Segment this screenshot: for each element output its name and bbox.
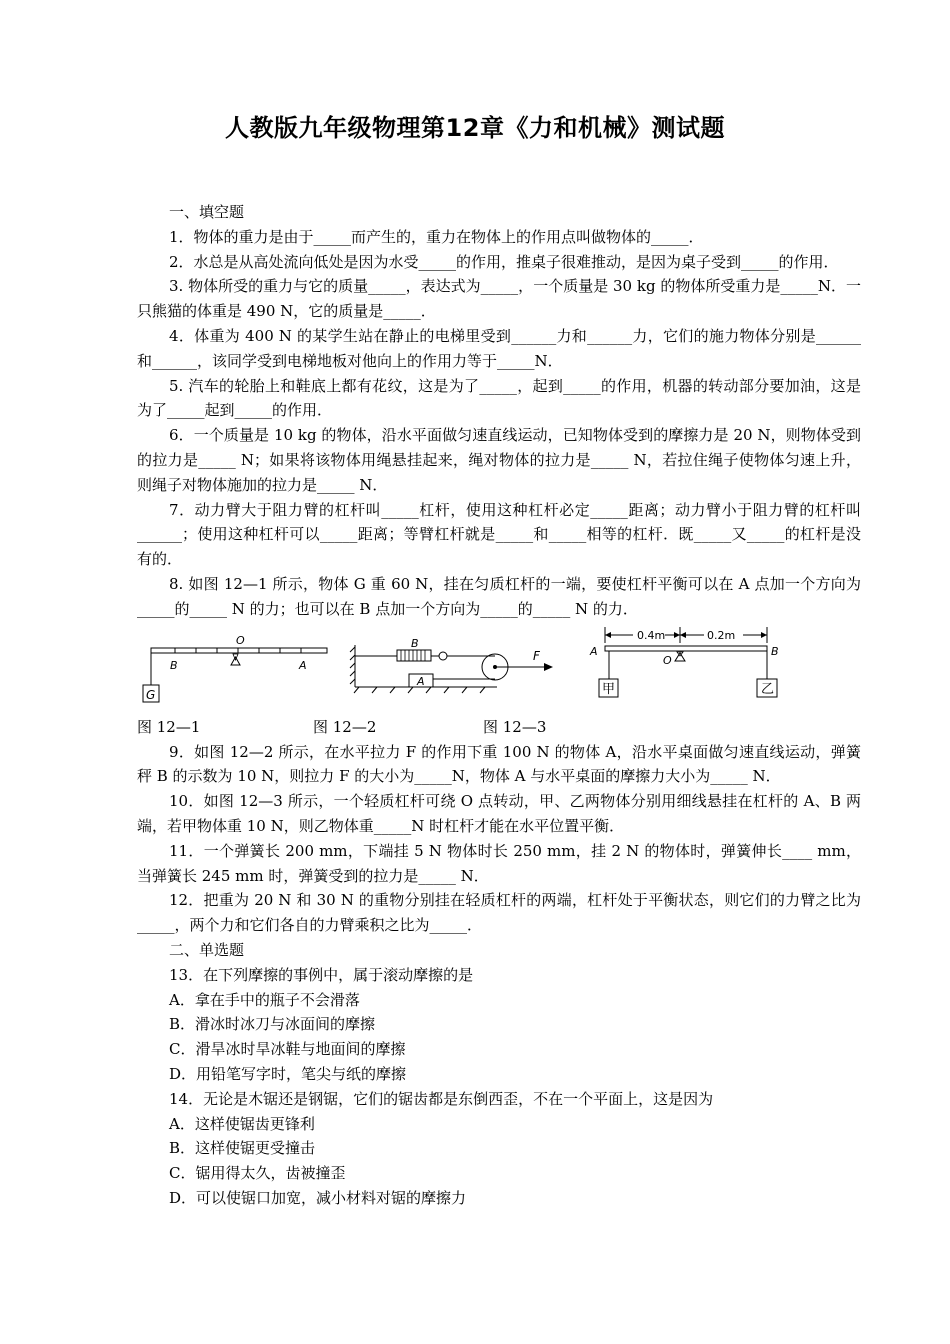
- section-heading-single-choice: 二、单选题: [169, 940, 245, 959]
- question-3: 3. 物体所受的重力与它的质量_____，表达式为_____，一个质量是 30 kg 的物体所受重力是_____N．一只熊猫的体重是 490 N，它的质量是_____．: [137, 277, 861, 321]
- caption-12-1: 图 12—1: [137, 717, 201, 736]
- question-7: 7．动力臂大于阻力臂的杠杆叫_____杠杆，使用这种杠杆必定_____距离；动力臂小于阻力臂的杠杆叫______；使用这种杠杆可以_____距离；等臂杠杆就是_____和_____相等的杠杆．既_____又_____的杠杆是没有的．: [137, 500, 861, 569]
- caption-12-2: 图 12—2: [313, 717, 377, 736]
- question-2: 2．水总是从高处流向低处是因为水受_____的作用，推桌子很难推动，是因为桌子受到_____的作用．: [169, 252, 839, 271]
- fig1-label-o: O: [236, 633, 245, 647]
- q14-option-a: A．这样使锯齿更锋利: [169, 1114, 315, 1133]
- fig3-label-o: O: [663, 653, 672, 667]
- fig1-label-a: A: [299, 658, 307, 672]
- q13-option-b: B．滑冰时冰刀与冰面间的摩擦: [169, 1015, 376, 1034]
- q14-option-c: C．锯用得太久，齿被撞歪: [169, 1164, 346, 1183]
- q13-option-c: C．滑旱冰时旱冰鞋与地面间的摩擦: [169, 1040, 406, 1059]
- question-5: 5. 汽车的轮胎上和鞋底上都有花纹，这是为了_____，起到_____的作用，机器的转动部分要加油，这是为了_____起到_____的作用．: [137, 376, 861, 420]
- question-6: 6．一个质量是 10 kg 的物体，沿水平面做匀速直线运动，已知物体受到的摩擦力是 20 N，则物体受到的拉力是_____ N；如果将该物体用绳悬挂起来，绳对物体的拉力是_____ N，若拉住绳子使物体匀速上升，则绳子对物体施加的拉力是_____ N．: [137, 426, 861, 494]
- figure-12-1: [137, 627, 337, 715]
- question-12: 12．把重为 20 N 和 30 N 的重物分别挂在轻质杠杆的两端，杠杆处于平衡状态，则它们的力臂之比为_____，两个力和它们各自的力臂乘积之比为_____．: [137, 891, 861, 935]
- fig1-label-b: B: [170, 658, 178, 672]
- question-14: 14．无论是木锯还是钢锯，它们的锯齿都是东倒西歪，不在一个平面上，这是因为: [169, 1089, 714, 1108]
- page-title: 人教版九年级物理第12章《力和机械》测试题: [225, 114, 725, 142]
- q13-option-d: D．用铅笔写字时，笔尖与纸的摩擦: [169, 1064, 407, 1083]
- figure-12-3: [587, 627, 802, 715]
- fig3-dist-left: 0.4m: [637, 628, 666, 642]
- question-1: 1．物体的重力是由于_____而产生的，重力在物体上的作用点叫做物体的_____．: [169, 227, 704, 246]
- fig2-label-a: A: [417, 674, 425, 688]
- question-9: 9．如图 12—2 所示，在水平拉力 F 的作用下重 100 N 的物体 A，沿水平桌面做匀速直线运动，弹簧秤 B 的示数为 10 N，则拉力 F 的大小为_____N，物体 A 与水平桌面的摩擦力大小为_____ N．: [137, 742, 861, 786]
- fig2-label-b: B: [411, 636, 419, 650]
- question-10: 10．如图 12—3 所示，一个轻质杠杆可绕 O 点转动，甲、乙两物体分别用细线悬挂在杠杆的 A、B 两端，若甲物体重 10 N，则乙物体重_____N 时杠杆才能在水平位置平衡．: [137, 792, 861, 835]
- fig3-label-a: A: [590, 644, 598, 658]
- fig3-dist-right: 0.2m: [707, 628, 736, 642]
- document-body: [137, 200, 861, 1211]
- section-heading-fill-blank: 一、填空题: [169, 203, 245, 221]
- caption-12-3: 图 12—3: [483, 717, 547, 736]
- figure-captions: [137, 715, 861, 740]
- q14-option-d: D．可以使锯口加宽，减小材料对锯的摩擦力: [169, 1188, 467, 1207]
- q13-option-a: A．拿在手中的瓶子不会滑落: [169, 990, 360, 1009]
- figures-row: [137, 627, 861, 715]
- question-13: 13．在下列摩擦的事例中，属于滚动摩擦的是: [169, 965, 474, 984]
- question-11: 11．一个弹簧长 200 mm，下端挂 5 N 物体时长 250 mm，挂 2 N 的物体时，弹簧伸长____ mm，当弹簧长 245 mm 时，弹簧受到的拉力是_____ N．: [137, 841, 861, 885]
- question-8: 8. 如图 12—1 所示，物体 G 重 60 N，挂在匀质杠杆的一端，要使杠杆平衡可以在 A 点加一个方向为_____的_____ N 的力；也可以在 B 点加一个方向为_____的_____ N 的力．: [137, 574, 861, 618]
- fig3-label-jia: 甲: [602, 681, 616, 697]
- fig3-label-b: B: [771, 644, 779, 658]
- figure-12-2: [347, 627, 562, 715]
- fig3-label-yi: 乙: [761, 681, 775, 697]
- q14-option-b: B．这样使锯更受撞击: [169, 1139, 316, 1158]
- fig1-label-g: G: [146, 687, 156, 702]
- question-4: 4．体重为 400 N 的某学生站在静止的电梯里受到______力和______力，它们的施力物体分别是______和______，该同学受到电梯地板对他向上的作用力等于_____N．: [137, 326, 861, 370]
- fig2-label-f: F: [533, 648, 540, 663]
